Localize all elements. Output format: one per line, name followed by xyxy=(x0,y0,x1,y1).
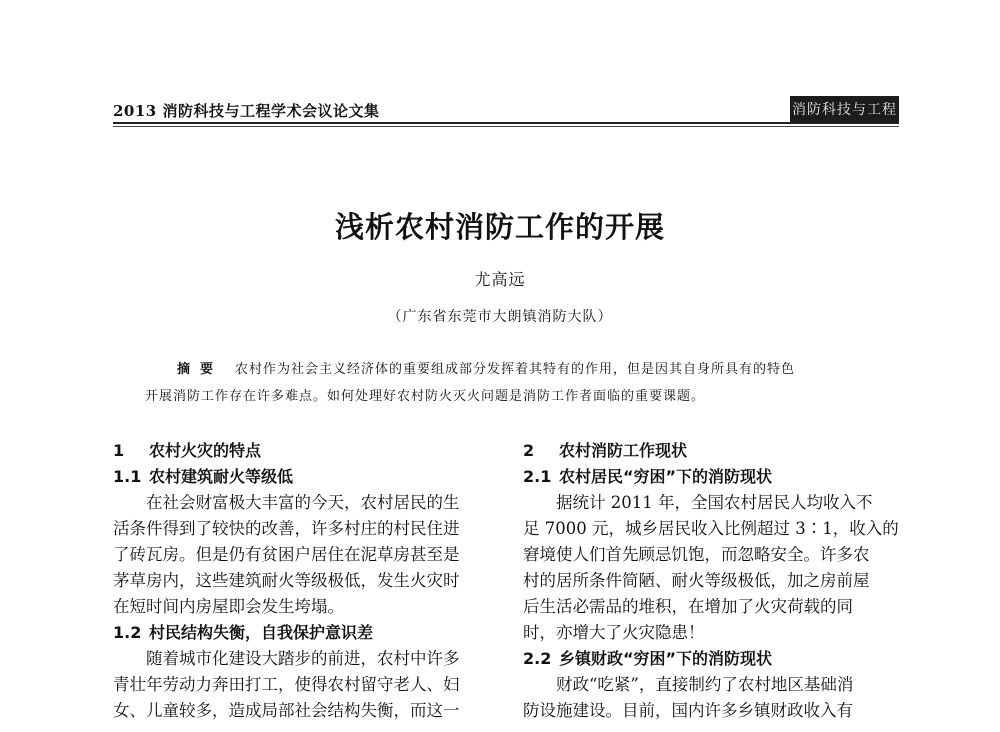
paragraph-line: 了砖瓦房。但是仍有贫困户居住在泥草房甚至是 xyxy=(113,545,460,564)
paragraph-line: 村的居所条件简陋、耐火等级极低，加之房前屋 xyxy=(523,571,870,590)
subsection-heading xyxy=(113,464,491,490)
header-rule xyxy=(113,122,899,124)
section-number: 2.1 xyxy=(523,467,552,486)
paragraph-line: 时，亦增大了火灾隐患！ xyxy=(523,623,705,642)
paragraph-line: 后生活必需品的堆积，在增加了火灾荷载的同 xyxy=(523,597,853,616)
paragraph-line: 财政“吃紧”，直接制约了农村地区基础消 xyxy=(556,675,854,694)
header-rule-thin xyxy=(113,126,899,127)
subsection-heading xyxy=(113,620,491,646)
abstract-label: 摘要 xyxy=(177,362,224,377)
abstract xyxy=(145,356,860,410)
paragraph-line: 随着城市化建设大踏步的前进，农村中许多 xyxy=(146,649,460,668)
section-title: 农村居民“穷困”下的消防现状 xyxy=(559,467,773,486)
section-title: 乡镇财政“穷困”下的消防现状 xyxy=(559,649,773,668)
paragraph-line: 足 7000 元，城乡居民收入比例超过 3∶1，收入的 xyxy=(523,519,899,538)
paragraph-line: 青壮年劳动力奔田打工，使得农村留守老人、妇 xyxy=(113,675,460,694)
section-number: 1.2 xyxy=(113,623,142,642)
section-heading xyxy=(523,438,901,464)
section-title: 村民结构失衡，自我保护意识差 xyxy=(149,623,374,642)
paragraph-line: 窘境使人们首先顾忌饥饱，而忽略安全。许多农 xyxy=(523,545,870,564)
journal-logo: 消防科技与工程 xyxy=(790,96,899,122)
section-number: 1 xyxy=(113,441,125,460)
journal-header: 2013 消防科技与工程学术会议论文集 xyxy=(113,102,380,120)
abstract-line xyxy=(145,356,860,383)
section-title: 农村火灾的特点 xyxy=(149,441,262,460)
paragraph-line: 在社会财富极大丰富的今天，农村居民的生 xyxy=(146,493,460,512)
paper-author: 尤高远 xyxy=(474,270,526,289)
section-heading xyxy=(113,438,491,464)
section-number: 2.2 xyxy=(523,649,552,668)
paper-title: 浅析农村消防工作的开展 xyxy=(334,210,665,244)
subsection-heading xyxy=(523,464,901,490)
left-column xyxy=(113,438,491,724)
right-column xyxy=(523,438,901,724)
paragraph-line: 据统计 2011 年，全国农村居民人均收入不 xyxy=(556,493,873,512)
paragraph-line: 茅草房内，这些建筑耐火等级极低，发生火灾时 xyxy=(113,571,460,590)
abstract-line: 开展消防工作存在许多难点。如何处理好农村防火灭火问题是消防工作者面临的重要课题。 xyxy=(145,389,706,404)
paragraph-line: 活条件得到了较快的改善，许多村庄的村民住进 xyxy=(113,519,460,538)
section-title: 农村建筑耐火等级低 xyxy=(149,467,294,486)
abstract-text: 农村作为社会主义经济体的重要组成部分发挥着其特有的作用，但是因其自身所具有的特色 xyxy=(235,362,796,377)
paragraph-line: 在短时间内房屋即会发生垮塌。 xyxy=(113,597,344,616)
paragraph-line: 防设施建设。目前，国内许多乡镇财政收入有 xyxy=(523,701,853,720)
paper-affiliation: （广东省东莞市大朗镇消防大队） xyxy=(387,309,613,325)
subsection-heading xyxy=(523,646,901,672)
section-number: 2 xyxy=(523,441,535,460)
paragraph-line: 女、儿童较多，造成局部社会结构失衡，而这一 xyxy=(113,701,460,720)
section-title: 农村消防工作现状 xyxy=(559,441,688,460)
section-number: 1.1 xyxy=(113,467,142,486)
